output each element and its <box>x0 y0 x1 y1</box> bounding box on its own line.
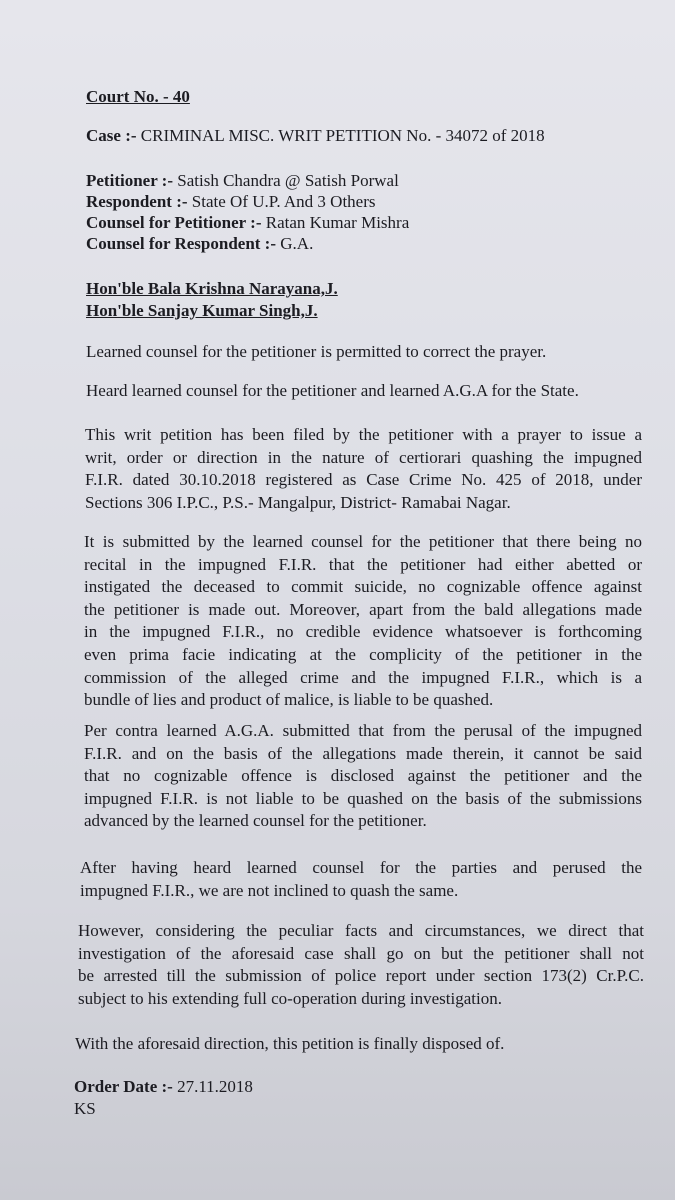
petitioner-line <box>86 170 399 192</box>
counsel-petitioner-value: Ratan Kumar Mishra <box>265 213 410 232</box>
paragraph-3 <box>85 424 642 514</box>
paragraph-line: commission of the alleged crime and the impugned F.I.R., which is a <box>84 667 642 687</box>
petitioner-label: Petitioner :- <box>86 171 174 190</box>
paragraph-line: be arrested till the submission of police report under section 173(2) Cr.P.C. <box>78 966 644 986</box>
court-number: Court No. - 40 <box>86 87 190 106</box>
paragraph-1 <box>86 341 606 364</box>
paragraph-8 <box>75 1033 635 1056</box>
paragraph-line: F.I.R. and on the basis of the allegations made therein, it cannot be said <box>84 743 642 763</box>
paragraph-line: It is submitted by the learned counsel for the petitioner that there being no <box>84 532 642 551</box>
counsel-petitioner-label: Counsel for Petitioner :- <box>86 213 262 232</box>
case-line <box>86 125 545 147</box>
petitioner-value: Satish Chandra @ Satish Porwal <box>177 171 399 190</box>
case-label: Case :- <box>86 126 137 145</box>
paragraph-line: With the aforesaid direction, this petition is finally disposed of. <box>75 1034 505 1053</box>
paragraph-2 <box>86 380 626 403</box>
paragraph-line: recital in the impugned F.I.R. that the petitioner had either abetted or <box>84 554 642 574</box>
paragraph-line: in the impugned F.I.R., no credible evidence whatsoever is forthcoming <box>84 622 642 642</box>
paragraph-line: After having heard learned counsel for the parties and perused the <box>80 858 642 877</box>
order-date-label: Order Date :- <box>74 1077 173 1096</box>
judge-name: Hon'ble Bala Krishna Narayana,J. <box>86 279 338 298</box>
paragraph-line: writ, order or direction in the nature of certiorari quashing the impugned <box>85 447 642 467</box>
paragraph-line: that no cognizable offence is disclosed against the petitioner and the <box>84 766 642 786</box>
respondent-line <box>86 191 376 213</box>
initials: KS <box>74 1099 96 1118</box>
paragraph-line: Heard learned counsel for the petitioner and learned A.G.A for the State. <box>86 381 579 400</box>
paragraph-line: subject to his extending full co-operation during investigation. <box>78 988 502 1008</box>
judge-name: Hon'ble Sanjay Kumar Singh,J. <box>86 301 318 320</box>
paragraph-6 <box>80 857 642 902</box>
paragraph-line: impugned F.I.R., we are not inclined to quash the same. <box>80 880 459 900</box>
paragraph-line: instigated the deceased to commit suicide, no cognizable offence against <box>84 577 642 597</box>
paragraph-line: Per contra learned A.G.A. submitted that from the perusal of the impugned <box>84 721 642 740</box>
case-value: CRIMINAL MISC. WRIT PETITION No. - 34072 of 2018 <box>140 126 545 145</box>
paragraph-line: investigation of the aforesaid case shall go on but the petitioner shall not <box>78 943 644 963</box>
paragraph-7 <box>78 920 644 1010</box>
order-date-line <box>74 1076 253 1098</box>
paragraph-line: advanced by the learned counsel for the petitioner. <box>84 811 427 831</box>
order-date-value: 27.11.2018 <box>177 1077 253 1096</box>
paragraph-line: F.I.R. dated 30.10.2018 registered as Case Crime No. 425 of 2018, under <box>85 470 642 490</box>
paragraph-line: bundle of lies and product of malice, is liable to be quashed. <box>84 690 494 710</box>
respondent-value: State Of U.P. And 3 Others <box>191 192 376 211</box>
paragraph-line: This writ petition has been filed by the petitioner with a prayer to issue a <box>85 425 642 444</box>
paragraph-line: impugned F.I.R. is not liable to be quashed on the basis of the submissions <box>84 788 642 808</box>
respondent-label: Respondent :- <box>86 192 188 211</box>
paragraph-line: the petitioner is made out. Moreover, apart from the bald allegations made <box>84 599 642 619</box>
paragraph-line: However, considering the peculiar facts and circumstances, we direct that <box>78 921 644 940</box>
paragraph-line: Sections 306 I.P.C., P.S.- Mangalpur, District- Ramabai Nagar. <box>85 492 511 512</box>
counsel-respondent-label: Counsel for Respondent :- <box>86 234 277 253</box>
counsel-respondent-line <box>86 233 313 255</box>
paragraph-line: Learned counsel for the petitioner is permitted to correct the prayer. <box>86 342 547 361</box>
paragraph-line: even prima facie indicating at the complicity of the petitioner in the <box>84 644 642 664</box>
paragraph-5 <box>84 720 642 833</box>
paragraph-4 <box>84 531 642 712</box>
counsel-respondent-value: G.A. <box>280 234 314 253</box>
counsel-petitioner-line <box>86 212 409 234</box>
